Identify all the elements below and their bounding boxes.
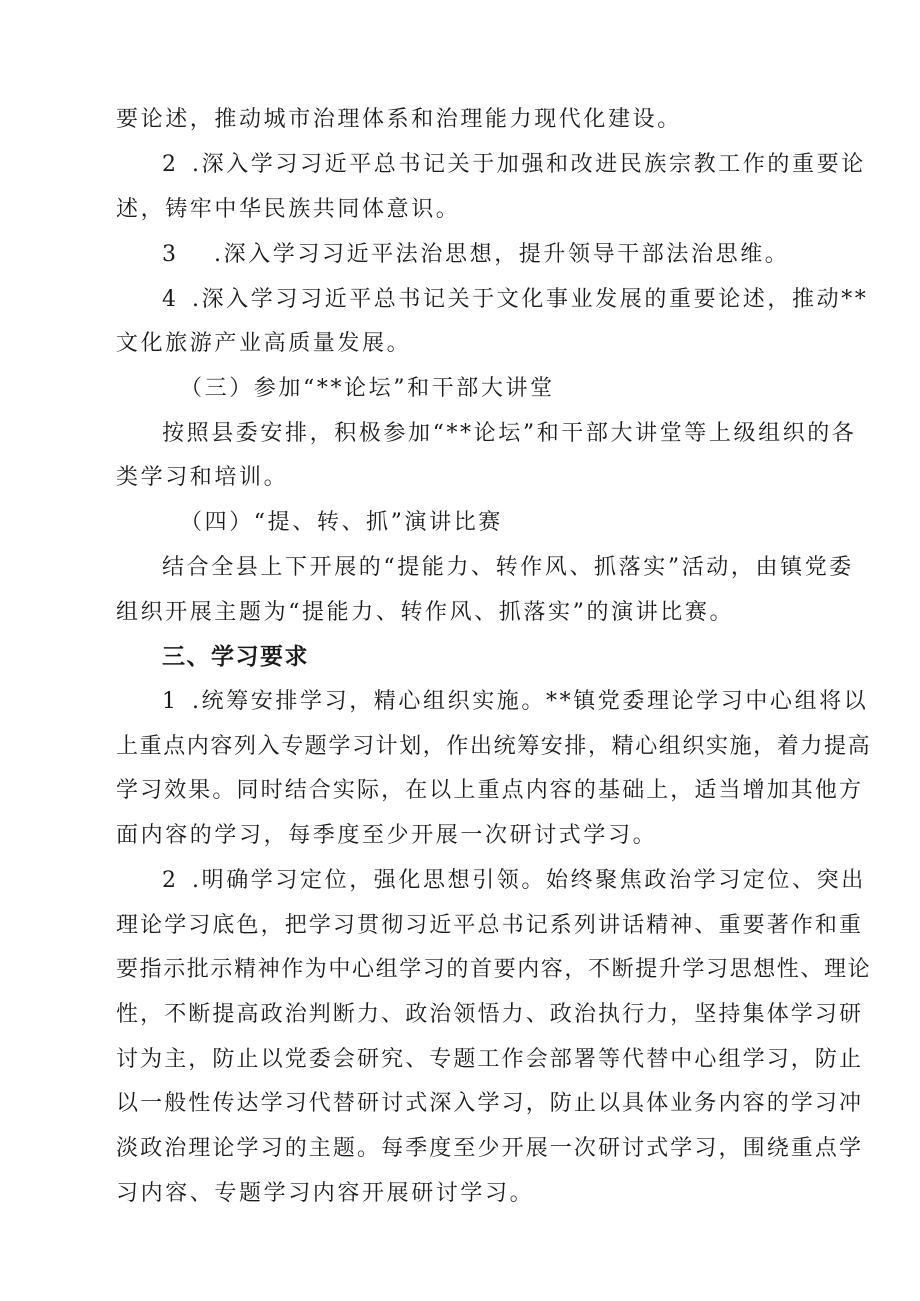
requirement-2-line2 (116, 912, 864, 940)
text-span: （四）“提、转、抓”演讲比赛 (180, 510, 503, 535)
list-number: 3 (162, 242, 179, 267)
text-span: 上重点内容列入专题学习计划，作出统筹安排，精心组织实施，着力提高 (116, 734, 872, 759)
requirement-1-line1 (162, 688, 869, 716)
requirement-2-line1 (162, 867, 866, 895)
text-span: 习内容、专题学习内容开展研讨学习。 (116, 1181, 535, 1206)
paragraph-line (116, 106, 806, 134)
heading-learning-requirements (162, 643, 462, 671)
text-span: 按照县委安排，积极参加“**论坛”和干部大讲堂等上级组织的各 (162, 421, 857, 446)
section-3-body-line2 (116, 464, 806, 492)
requirement-1-line2 (116, 733, 872, 761)
text-span: 淡政治理论学习的主题。每季度至少开展一次研讨式学习，围绕重点学 (116, 1136, 864, 1161)
list-item-2-line2 (116, 196, 806, 224)
text-span: .深入学习习近平总书记关于文化事业发展的重要论述，推动** (192, 287, 869, 312)
text-span: .统筹安排学习，精心组织实施。**镇党委理论学习中心组将以 (192, 689, 869, 714)
text-span: 述，铸牢中华民族共同体意识。 (116, 197, 461, 222)
section-4-title (180, 509, 780, 537)
text-span: 文化旅游产业高质量发展。 (116, 331, 412, 356)
section-3-body-line1 (162, 420, 857, 448)
requirement-2-line3 (116, 956, 872, 984)
section-3-title (180, 375, 780, 403)
text-span: 面内容的学习，每季度至少开展一次研讨式学习。 (116, 823, 658, 848)
text-span: 讨为主，防止以党委会研究、专题工作会部署等代替中心组学习，防止 (116, 1047, 864, 1072)
text-span: 结合全县上下开展的“提能力、转作风、抓落实”活动，由镇党委 (162, 555, 854, 580)
text-span: （三）参加“**论坛”和干部大讲堂 (180, 376, 555, 401)
text-span: 要指示批示精神作为中心组学习的首要内容，不断提升学习思想性、理论 (116, 957, 872, 982)
list-number: 4 (162, 287, 179, 312)
text-span: 组织开展主题为“提能力、转作风、抓落实”的演讲比赛。 (116, 600, 735, 625)
heading-text: 三、学习要求 (162, 644, 309, 670)
requirement-1-line4 (116, 822, 806, 850)
list-item-4-line1 (162, 286, 869, 314)
list-number: 2 (162, 868, 179, 893)
requirement-2-line5 (116, 1046, 864, 1074)
requirement-2-line7 (116, 1135, 864, 1163)
requirement-2-line6 (116, 1090, 864, 1118)
requirement-1-line3 (116, 777, 864, 805)
list-item-4-line2 (116, 330, 806, 358)
list-number: 2 (162, 152, 179, 177)
requirement-2-line4 (116, 1001, 864, 1029)
text-span: 类学习和培训。 (116, 465, 289, 490)
section-4-body-line1 (162, 554, 854, 582)
list-number: 1 (162, 689, 179, 714)
text-span: 理论学习底色，把学习贯彻习近平总书记系列讲话精神、重要著作和重 (116, 913, 864, 938)
requirement-2-line8 (116, 1180, 806, 1208)
list-item-3-line1 (162, 241, 822, 269)
text-span: .深入学习习近平总书记关于加强和改进民族宗教工作的重要论 (192, 152, 866, 177)
text-span: .深入学习习近平法治思想，提升领导干部法治思维。 (214, 242, 790, 267)
text-span: 学习效果。同时结合实际，在以上重点内容的基础上，适当增加其他方 (116, 778, 864, 803)
section-4-body-line2 (116, 599, 806, 627)
text-span: 以一般性传达学习代替研讨式深入学习，防止以具体业务内容的学习冲 (116, 1091, 864, 1116)
text-span: .明确学习定位，强化思想引领。始终聚焦政治学习定位、突出 (192, 868, 866, 893)
text-span: 要论述，推动城市治理体系和治理能力现代化建设。 (116, 107, 682, 132)
text-span: 性，不断提高政治判断力、政治领悟力、政治执行力，坚持集体学习研 (116, 1002, 864, 1027)
list-item-2-line1 (162, 151, 866, 179)
